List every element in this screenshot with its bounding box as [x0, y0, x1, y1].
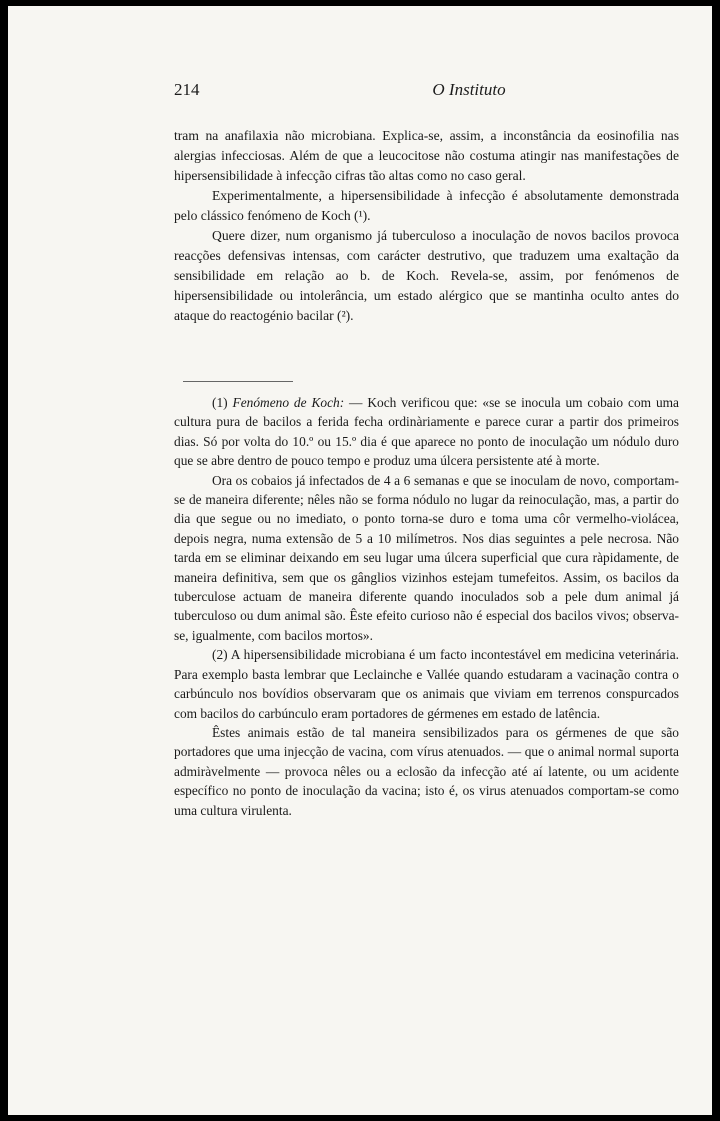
footnote-2 — [174, 645, 679, 723]
footnotes — [174, 393, 679, 820]
footnote-1-text: — Koch verificou que: «se se inocula um cobaio com uma cultura pura de bacilos a ferida fecha ordinàriamente e parece curar a partir dos primeiros dias. Só por volta do 10.º ou 15.º dia é que aparece no ponto de inoculação um nódulo duro que se abre dentro de pouco tempo e produz uma úlcera persistente até à morte. — [174, 395, 680, 469]
footnote-1 — [174, 393, 679, 471]
page-number: 214 — [174, 80, 200, 99]
footnote-1-marker: (1) — [212, 395, 228, 410]
footnote-separator — [183, 381, 293, 382]
paragraph: Experimentalmente, a hipersensibilidade à infecção é absolutamente demonstrada pelo clássico fenómeno de Koch (¹). — [174, 188, 679, 223]
body-text — [174, 126, 679, 326]
footnote-2-marker: (2) — [212, 647, 228, 663]
page-header — [174, 80, 682, 106]
footnote-1-continuation: Ora os cobaios já infectados de 4 a 6 semanas e que se inoculam de novo, comportam-se de maneira diferente; nêles não se forma nódulo no lugar da reinoculação, mas, a partir do dia que segue ou no imediato, o ponto torna-se duro e toma uma côr vermelho-violácea, depois negra, numa extensão de 5 a 10 milímetros. Nos dias seguintes a pele necrosa. Não tarda em se eliminar deixando em seu lugar uma úlcera superficial que cura ràpidamente, de maneira definitiva, sem que os gânglios vizinhos estejam tumefeitos. Assim, os bacilos da tuberculose actuam de maneira diferente quando inoculados sob a pele dum animal já tuberculoso ou dum animal são. Êste efeito curioso não é especial dos bacilos vivos; observa-se, igualmente, com bacilos mortos». — [174, 472, 679, 643]
running-title: O Instituto — [432, 80, 506, 99]
footnote-1-label: Fenómeno de Koch: — [232, 395, 345, 410]
footnote-2-text: A hipersensibilidade microbiana é um facto incontestável em medicina veterinária. Para exemplo basta lembrar que Leclainche e Vallée quando estudaram a vacinação contra o carbúnculo nos bovídios observaram que os animais que viviam em terrenos conspurcados com bacilos do carbúnculo eram portadores de gérmenes em estado de latência. — [174, 647, 679, 721]
paragraph: Quere dizer, num organismo já tuberculoso a inoculação de novos bacilos provoca reacções defensivas intensas, com carácter destrutivo, que traduzem uma exaltação da sensibilidade em relação ao b. de Koch. Revela-se, assim, por fenómenos de hipersensibilidade ou intolerância, um estado alérgico que se mantinha oculto antes do ataque do reactogénio bacilar (²). — [174, 228, 679, 323]
page — [8, 6, 712, 1115]
footnote-2-continuation: Êstes animais estão de tal maneira sensibilizados para os gérmenes de que são portadores que uma injecção de vacina, com vírus atenuados. — que o animal normal suporta admiràvelmente — provoca nêles ou a eclosão da infecção até aí latente, ou um acidente específico no ponto de inoculação da vacina; isto é, os virus atenuados comportam-se como uma cultura virulenta. — [174, 724, 679, 818]
paragraph: tram na anafilaxia não microbiana. Explica-se, assim, a inconstância da eosinofilia nas alergias infecciosas. Além de que a leucocitose não costuma atingir nas manifestações de hipersensibilidade à infecção cifras tão altas como no caso geral. — [174, 128, 679, 183]
